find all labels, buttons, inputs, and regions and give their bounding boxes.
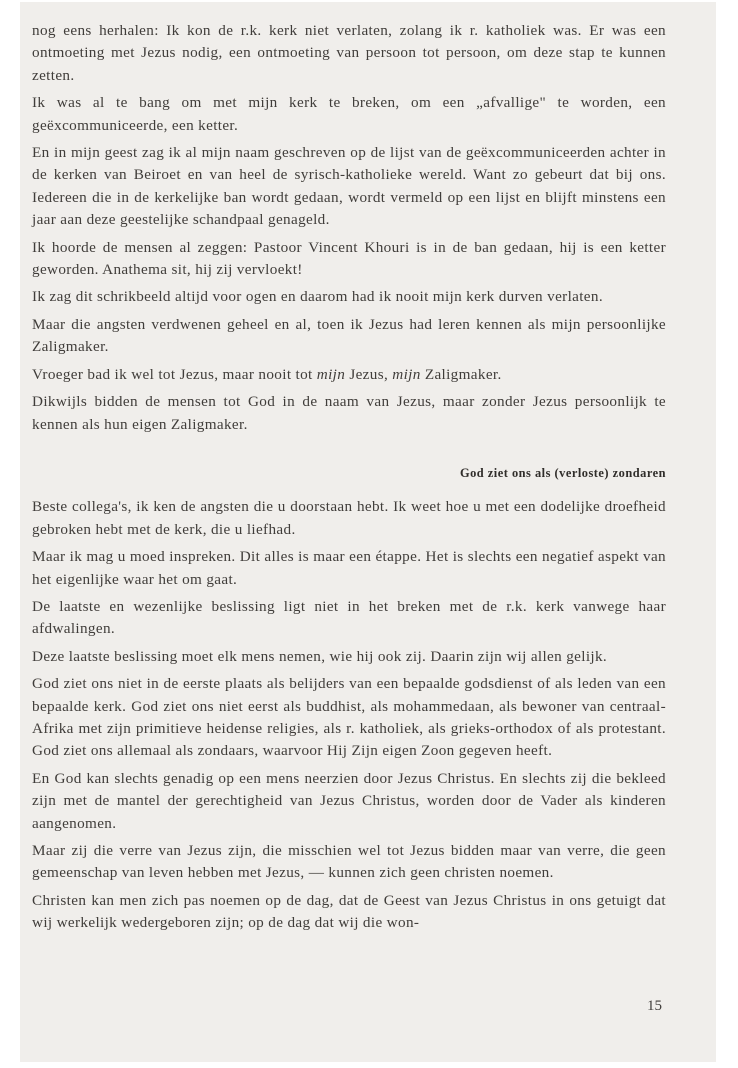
page-number: 15 (647, 998, 662, 1014)
paragraph: God ziet ons niet in de eerste plaats als belijders van een bepaalde godsdienst of als leden van een bepaalde kerk. God ziet ons niet eerst als buddhist, als mohammedaan, als bewoner van centraal-Afrika met zijn primitieve heidense religies, als r. katholiek, als grieks-orthodox of als protestant. God ziet ons allemaal als zondaars, waarvoor Hij Zijn eigen Zoon gegeven heeft. (32, 675, 666, 760)
paragraph: Dikwijls bidden de mensen tot God in de naam van Jezus, maar zonder Jezus persoonlijk te kennen als hun eigen Zaligmaker. (32, 393, 666, 433)
text-run: Zaligmaker. (420, 365, 502, 383)
emphasis-mijn: mijn (392, 365, 421, 383)
paragraph: Ik hoorde de mensen al zeggen: Pastoor Vincent Khouri is in de ban gedaan, hij is een ketter geworden. Anathema sit, hij zij vervloekt! (32, 238, 666, 279)
paragraph: Ik was al te bang om met mijn kerk te breken, om een „afvallige" te worden, een geëxcommuniceerde, een ketter. (32, 94, 666, 134)
emphasis-mijn: mijn (316, 365, 346, 383)
section-heading: God ziet ons als (verloste) zondaren (459, 465, 666, 480)
paragraph: Christen kan men zich pas noemen op de dag, dat de Geest van Jezus Christus in ons getuigt dat wij werkelijk wedergeboren zijn; op de dag dat wij die won- (32, 891, 666, 932)
paragraph: Maar ik mag u moed inspreken. Dit alles is maar een étappe. Het is slechts een negatief aspekt van het eigenlijke waar het om gaat. (32, 548, 666, 588)
paragraph-vroeger (32, 364, 666, 386)
page-body (32, 20, 666, 935)
paragraph: Beste collega's, ik ken de angsten die u doorstaan hebt. Ik weet hoe u met een dodelijke droefheid gebroken hebt met de kerk, die u liefhad. (32, 498, 666, 538)
paragraph: Maar zij die verre van Jezus zijn, die misschien wel tot Jezus bidden maar van verre, die geen gemeenschap van leven hebben met Jezus, — kunnen zich geen christen noemen. (32, 842, 666, 882)
paragraph: Deze laatste beslissing moet elk mens nemen, wie hij ook zij. Daarin zijn wij allen gelijk. (32, 647, 608, 665)
paragraph: Ik zag dit schrikbeeld altijd voor ogen en daarom had ik nooit mijn kerk durven verlaten. (32, 288, 603, 306)
book-page (20, 2, 716, 1062)
paragraph: En God kan slechts genadig op een mens neerzien door Jezus Christus. En slechts zij die bekleed zijn met de mantel der gerechtigheid van Jezus Christus, worden door de Vader als kinderen aangenomen. (32, 769, 666, 832)
paragraph: De laatste en wezenlijke beslissing ligt niet in het breken met de r.k. kerk vanwege haar afdwalingen. (32, 597, 666, 638)
paragraph: Maar die angsten verdwenen geheel en al, toen ik Jezus had leren kennen als mijn persoonlijke Zaligmaker. (32, 315, 666, 356)
paragraph: nog eens herhalen: Ik kon de r.k. kerk niet verlaten, zolang ik r. katholiek was. Er was een ontmoeting met Jezus nodig, een ontmoeting van persoon tot persoon, om deze stap te kunnen zetten. (32, 22, 666, 84)
text-run: Jezus, (345, 365, 393, 383)
paragraph: En in mijn geest zag ik al mijn naam geschreven op de lijst van de geëxcommuniceerden achter in de kerken van Beiroet en van heel de syrisch-katholieke wereld. Want zo gebeurt dat bij ons. Iedereen die in de kerkelijke ban wordt gedaan, wordt vermeld op een lijst en blijft minstens een jaar aan deze geestelijke schandpaal genageld. (32, 144, 666, 229)
text-run: Vroeger bad ik wel tot Jezus, maar nooit tot (32, 365, 317, 383)
